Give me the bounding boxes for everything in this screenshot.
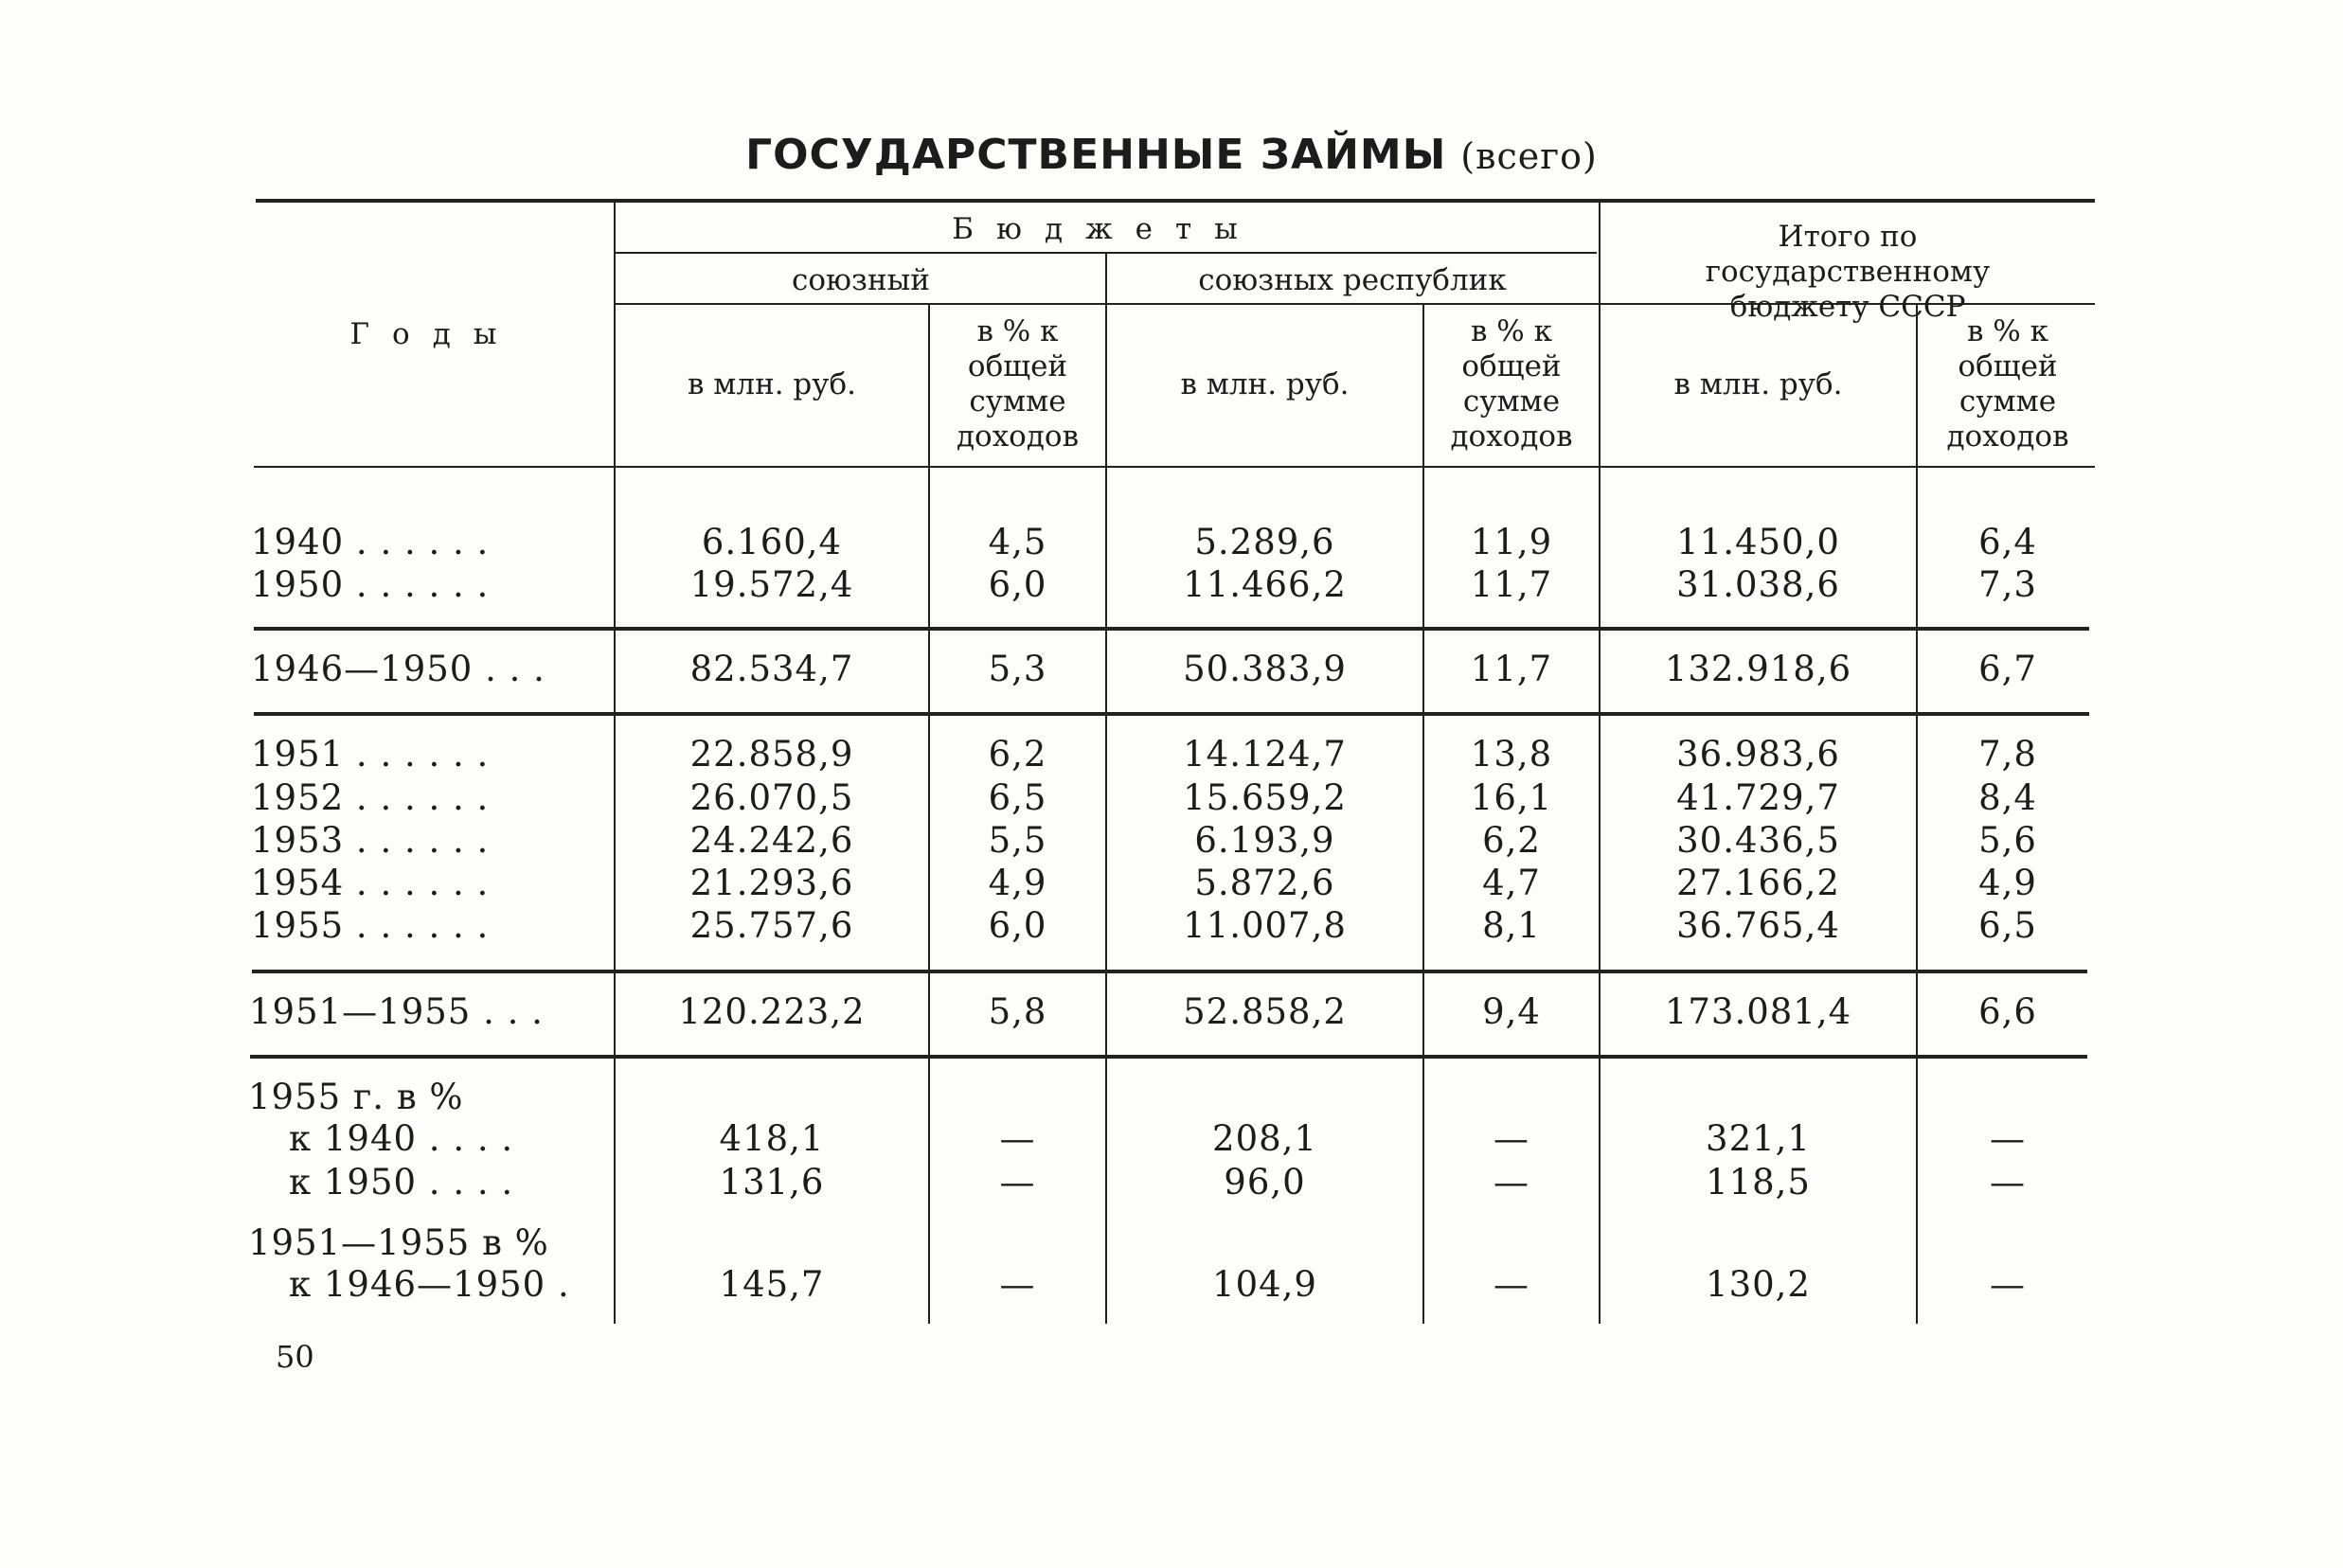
top-rule xyxy=(256,199,2095,203)
cell-rep-pct: 16,1 xyxy=(1470,777,1553,818)
cell-total-mln: 27.166,2 xyxy=(1676,863,1840,903)
cell-rep-mln: 5.289,6 xyxy=(1194,522,1335,562)
cell-rep-mln: 6.193,9 xyxy=(1194,820,1335,861)
cell-union-pct: 5,8 xyxy=(988,991,1047,1032)
cell-total-pct: 8,4 xyxy=(1978,777,2037,818)
cell-union-mln: 6.160,4 xyxy=(701,522,843,562)
cell-union-mln: 19.572,4 xyxy=(689,564,854,605)
cell-total-pct: — xyxy=(1990,1118,2026,1159)
cell-union-mln: 418,1 xyxy=(719,1118,825,1159)
cell-union-pct: — xyxy=(999,1118,1036,1159)
cell-total-pct: 4,9 xyxy=(1978,863,2037,903)
cell-total-mln: 36.765,4 xyxy=(1676,905,1840,946)
cell-total-pct: — xyxy=(1990,1264,2026,1305)
cell-total-pct: — xyxy=(1990,1162,2026,1203)
header-total-mln: в млн. руб. xyxy=(1673,367,1843,401)
header-union-mln: в млн. руб. xyxy=(687,367,857,401)
cell-union-mln: 25.757,6 xyxy=(689,905,854,946)
cell-rep-mln: 5.872,6 xyxy=(1194,863,1335,903)
cell-total-pct: 6,6 xyxy=(1978,991,2037,1032)
row-label: 1955 . . . . . . xyxy=(251,905,490,946)
cell-total-pct: 6,5 xyxy=(1978,905,2037,946)
cell-rep-mln: 11.466,2 xyxy=(1183,564,1347,605)
header-total: Итого по государственному бюджету СССР xyxy=(1705,220,1991,324)
row-label: 1950 . . . . . . xyxy=(251,564,490,605)
row-label: к 1946—1950 . xyxy=(289,1264,570,1305)
title-subtitle: (всего) xyxy=(1460,135,1598,177)
cell-rep-pct: 6,2 xyxy=(1482,820,1541,861)
row-label: 1954 . . . . . . xyxy=(251,863,490,903)
cell-union-mln: 131,6 xyxy=(719,1162,825,1203)
cell-union-mln: 26.070,5 xyxy=(689,777,854,818)
group-rule-4 xyxy=(250,1055,2087,1059)
group-rule-1 xyxy=(254,627,2089,631)
cell-union-mln: 145,7 xyxy=(719,1264,825,1305)
cell-union-mln: 22.858,9 xyxy=(689,734,854,775)
cell-total-mln: 41.729,7 xyxy=(1676,777,1840,818)
header-total-pct: в % к общей сумме доходов xyxy=(1946,314,2069,454)
row-label: 1951—1955 . . . xyxy=(249,991,544,1032)
header-years: Годы xyxy=(349,317,520,351)
row-label: 1953 . . . . . . xyxy=(251,820,490,861)
cell-total-mln: 11.450,0 xyxy=(1676,522,1840,562)
cell-rep-pct: 11,7 xyxy=(1470,564,1553,605)
cell-total-mln: 118,5 xyxy=(1706,1162,1811,1203)
cell-rep-pct: — xyxy=(1493,1118,1529,1159)
cell-rep-mln: 52.858,2 xyxy=(1183,991,1347,1032)
cell-union-mln: 120.223,2 xyxy=(678,991,866,1032)
cell-total-mln: 30.436,5 xyxy=(1676,820,1840,861)
header-republics-pct: в % к общей сумме доходов xyxy=(1450,314,1573,454)
cell-rep-mln: 104,9 xyxy=(1212,1264,1317,1305)
header-bottom-rule xyxy=(254,466,2095,468)
header-republics: союзных республик xyxy=(1198,263,1507,297)
cell-union-pct: 6,5 xyxy=(988,777,1047,818)
header-budgets: Бюджеты xyxy=(952,212,1261,246)
row-label: 1951 . . . . . . xyxy=(251,734,490,775)
cell-total-pct: 6,7 xyxy=(1978,649,2037,689)
group-rule-2 xyxy=(254,712,2089,716)
cell-union-pct: 4,9 xyxy=(988,863,1047,903)
cell-union-pct: — xyxy=(999,1264,1036,1305)
header-union: союзный xyxy=(792,263,930,297)
cell-rep-mln: 50.383,9 xyxy=(1183,649,1347,689)
row-label: 1946—1950 . . . xyxy=(251,649,546,689)
row-label: 1940 . . . . . . xyxy=(251,522,490,562)
cell-union-pct: 6,0 xyxy=(988,564,1047,605)
cell-union-mln: 21.293,6 xyxy=(689,863,854,903)
cell-union-pct: 6,0 xyxy=(988,905,1047,946)
row-label: к 1940 . . . . xyxy=(289,1118,514,1159)
cell-rep-pct: — xyxy=(1493,1264,1529,1305)
header-union-pct: в % к общей сумме доходов xyxy=(956,314,1080,454)
cell-rep-pct: 11,7 xyxy=(1470,649,1553,689)
cell-union-pct: 5,5 xyxy=(988,820,1047,861)
cell-rep-pct: 11,9 xyxy=(1470,522,1553,562)
row-label: 1952 . . . . . . xyxy=(251,777,490,818)
page-number: 50 xyxy=(276,1339,314,1375)
cell-rep-pct: — xyxy=(1493,1162,1529,1203)
cell-total-pct: 7,3 xyxy=(1978,564,2037,605)
cell-total-pct: 7,8 xyxy=(1978,734,2037,775)
cell-total-mln: 173.081,4 xyxy=(1664,991,1852,1032)
group-rule-3 xyxy=(252,970,2087,973)
cell-rep-mln: 208,1 xyxy=(1212,1118,1317,1159)
cell-union-pct: 6,2 xyxy=(988,734,1047,775)
title-main: ГОСУДАРСТВЕННЫЕ ЗАЙМЫ xyxy=(745,131,1447,179)
cell-total-mln: 36.983,6 xyxy=(1676,734,1840,775)
header-republics-mln: в млн. руб. xyxy=(1180,367,1350,401)
cell-total-mln: 132.918,6 xyxy=(1664,649,1852,689)
cell-union-pct: 5,3 xyxy=(988,649,1047,689)
cell-rep-pct: 8,1 xyxy=(1482,905,1541,946)
cell-total-mln: 31.038,6 xyxy=(1676,564,1840,605)
cell-rep-mln: 11.007,8 xyxy=(1183,905,1347,946)
row-label: 1955 г. в % xyxy=(248,1077,464,1117)
cell-union-pct: — xyxy=(999,1162,1036,1203)
cell-union-pct: 4,5 xyxy=(988,522,1047,562)
row-label: 1951—1955 в % xyxy=(248,1222,549,1263)
table-title xyxy=(0,131,2343,179)
cell-total-pct: 5,6 xyxy=(1978,820,2037,861)
cell-rep-mln: 15.659,2 xyxy=(1183,777,1347,818)
cell-total-mln: 130,2 xyxy=(1706,1264,1811,1305)
cell-total-mln: 321,1 xyxy=(1706,1118,1811,1159)
cell-rep-pct: 13,8 xyxy=(1470,734,1553,775)
cell-total-pct: 6,4 xyxy=(1978,522,2037,562)
cell-rep-mln: 14.124,7 xyxy=(1183,734,1347,775)
cell-rep-pct: 4,7 xyxy=(1482,863,1541,903)
cell-union-mln: 82.534,7 xyxy=(689,649,854,689)
cell-rep-mln: 96,0 xyxy=(1224,1162,1306,1203)
cell-rep-pct: 9,4 xyxy=(1482,991,1541,1032)
cell-union-mln: 24.242,6 xyxy=(689,820,854,861)
row-label: к 1950 . . . . xyxy=(289,1162,514,1203)
